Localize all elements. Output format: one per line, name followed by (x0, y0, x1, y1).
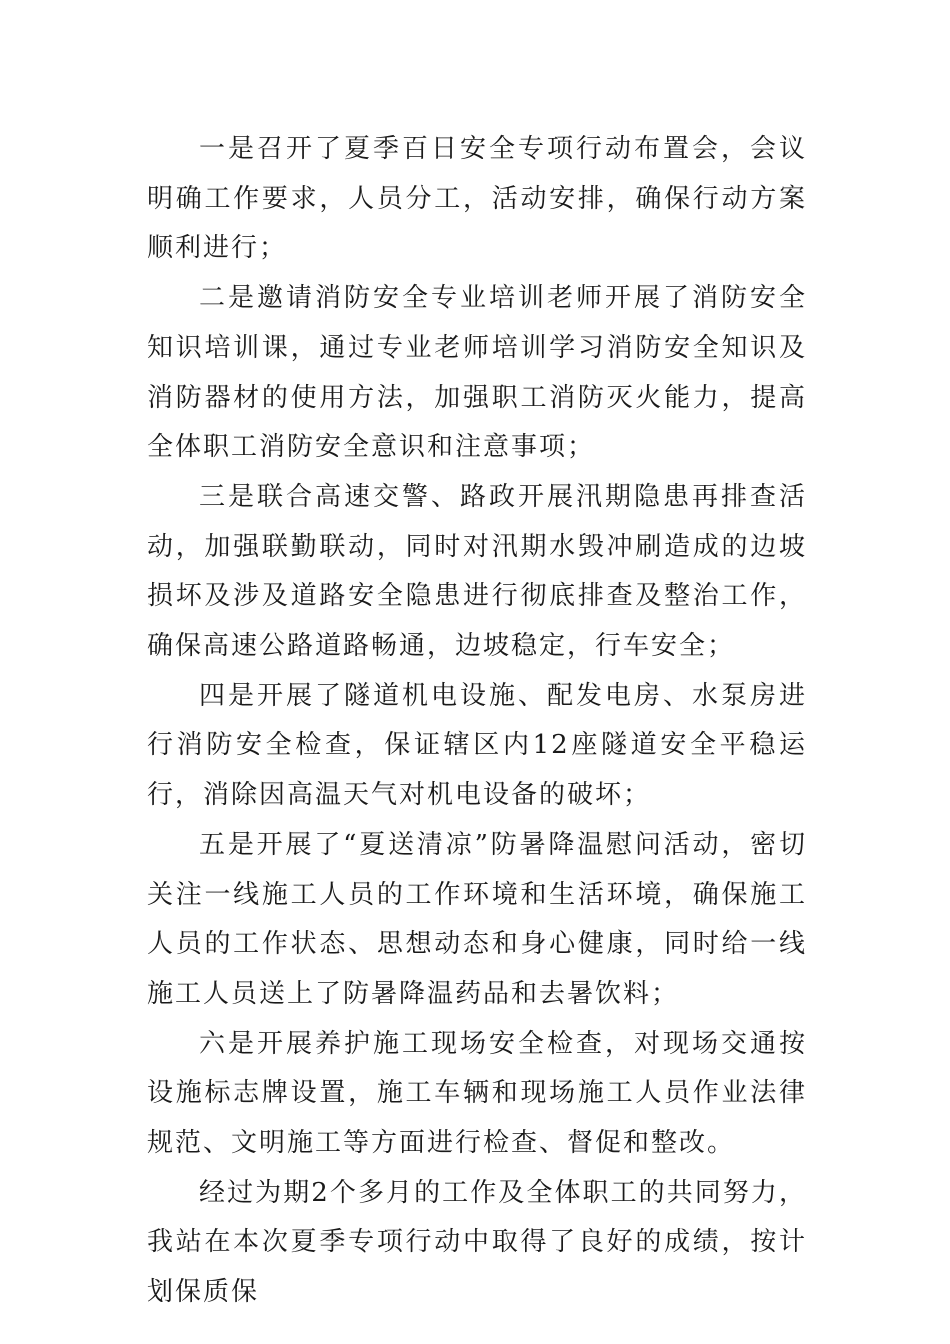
document-body (147, 125, 807, 1318)
paragraph-3: 三是联合高速交警、路政开展汛期隐患再排查活动，加强联勤联动，同时对汛期水毁冲刷造成的边坡损坏及涉及道路安全隐患进行彻底排查及整治工作，确保高速公路道路畅通，边坡稳定，行车安全； (147, 481, 807, 662)
paragraph-4: 四是开展了隧道机电设施、配发电房、水泵房进行消防安全检查，保证辖区内12座隧道安全平稳运行，消除因高温天气对机电设备的破坏； (147, 680, 807, 811)
paragraph-1: 一是召开了夏季百日安全专项行动布置会，会议明确工作要求，人员分工，活动安排，确保行动方案顺利进行； (147, 134, 807, 264)
paragraph-6: 六是开展养护施工现场安全检查，对现场交通按设施标志牌设置，施工车辆和现场施工人员作业法律规范、文明施工等方面进行检查、督促和整改。 (147, 1028, 807, 1159)
paragraph-5: 五是开展了“夏送清凉”防暑降温慰问活动，密切关注一线施工人员的工作环境和生活环境，确保施工人员的工作状态、思想动态和身心健康，同时给一线施工人员送上了防暑降温药品和去暑饮料； (147, 829, 807, 1009)
paragraph-7: 经过为期2个多月的工作及全体职工的共同努力，我站在本次夏季专项行动中取得了良好的成绩，按计划保质保 (147, 1177, 807, 1308)
paragraph-2: 二是邀请消防安全专业培训老师开展了消防安全知识培训课，通过专业老师培训学习消防安全知识及消防器材的使用方法，加强职工消防灭火能力，提高全体职工消防安全意识和注意事项； (147, 283, 807, 463)
